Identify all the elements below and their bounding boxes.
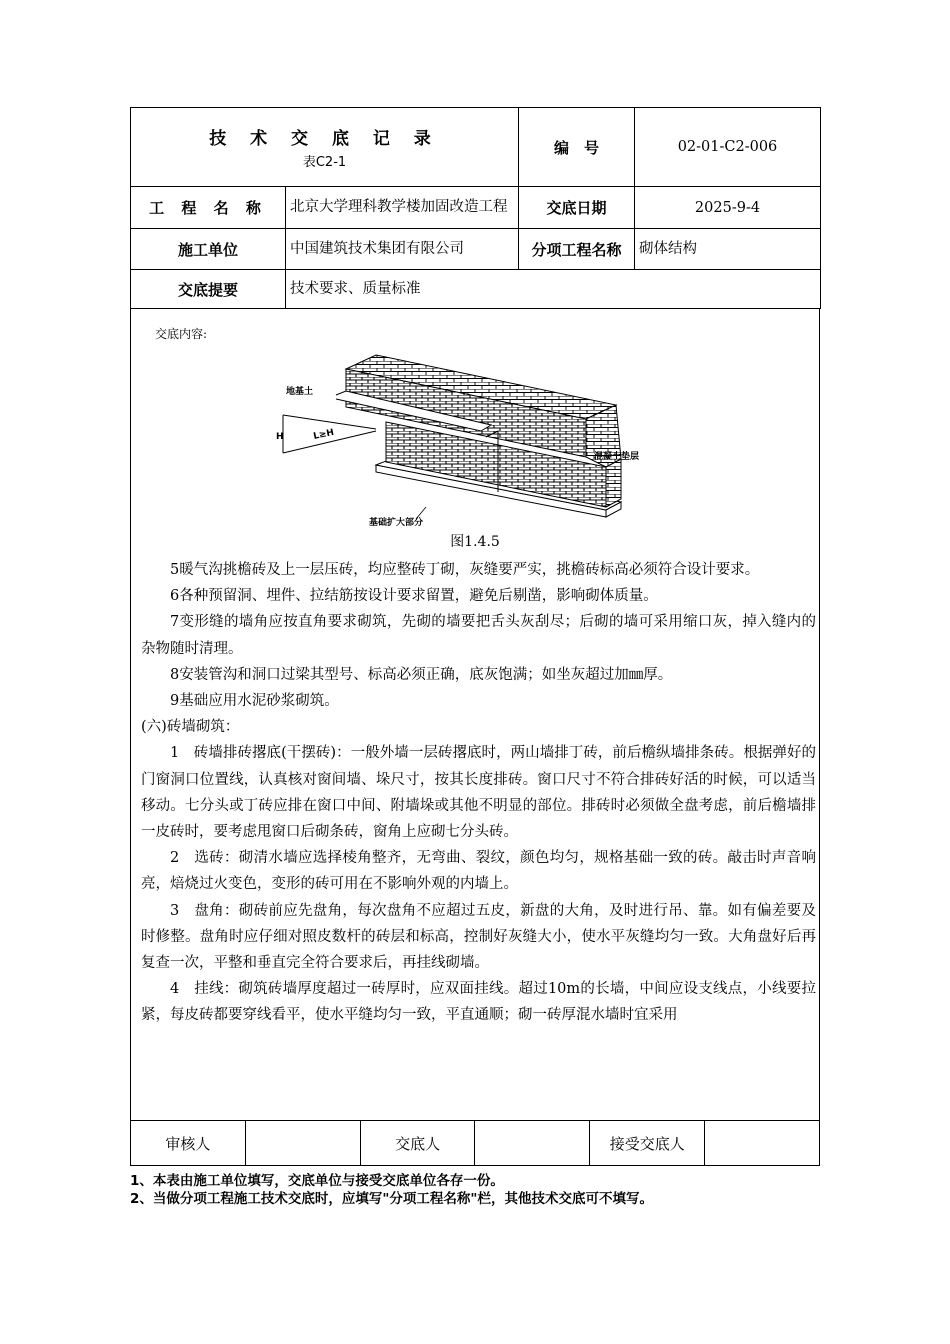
disclosure-content xyxy=(130,309,820,1120)
paragraph: 3 盘角：砌砖前应先盘角，每次盘角不应超过五皮，新盘的大角，及时进行吊、靠。如有偏差要及时修整。盘角时应仔细对照皮数杆的砖层和标高，控制好灰缝大小，使水平灰缝均匀一致。大角盘好后再复查一次，平整和垂直完全符合要求后，再挂线砌墙。 xyxy=(141,902,816,972)
paragraph: 6各种预留洞、埋件、拉结筋按设计要求留置，避免后剔凿，影响砌体质量。 xyxy=(170,588,658,605)
note-2: 2、当做分项工程施工技术交底时，应填写"分项工程名称"栏，其他技术交底可不填写。 xyxy=(130,1191,653,1207)
paragraph: 9基础应用水泥砂浆砌筑。 xyxy=(170,693,339,710)
technical-disclosure-form xyxy=(130,107,820,1166)
paragraph: 5暖气沟挑檐砖及上一层压砖，均应整砖丁砌，灰缝要严实，挑檐砖标高必须符合设计要求。 xyxy=(170,562,760,578)
label-concrete: 混凝土垫层 xyxy=(594,452,640,462)
form-notes xyxy=(130,1172,653,1208)
number-label: 编 号 xyxy=(519,108,635,187)
disclosure-text xyxy=(141,557,816,1029)
contractor-value: 中国建筑技术集团有限公司 xyxy=(286,229,519,270)
form-title: 技 术 交 底 记 录 xyxy=(209,129,440,149)
summary-label: 交底提要 xyxy=(131,270,286,309)
paragraph: 4 挂线：砌筑砖墙厚度超过一砖厚时，应双面挂线。超过10m的长墙，中间应设支线点，小线要拉紧，每皮砖都要穿线看平，使水平缝均匀一致，平直通顺；砌一砖厚混水墙时宜采用 xyxy=(141,981,816,1024)
paragraph: 1 砖墙排砖撂底(干摆砖)：一般外墙一层砖撂底时，两山墙排丁砖，前后檐纵墙排条砖。根据弹好的门窗洞口位置线，认真核对窗间墙、垛尺寸，按其长度排砖。窗口尺寸不符合排砖好活的时候，可以适当移动。七分头或丁砖应排在窗口中间、附墙垛或其他不明显的部位。排砖时必须做全盘考虑，前后檐墙排一皮砖时，要考虑甩窗口后砌条砖，窗角上应砌七分头砖。 xyxy=(141,745,816,841)
project-value: 北京大学理科教学楼加固改造工程 xyxy=(286,187,519,229)
receiver-label: 接受交底人 xyxy=(590,1121,705,1166)
form-subtitle: 表C2-1 xyxy=(302,155,347,170)
note-1: 1、本表由施工单位填写，交底单位与接受交底单位各存一份。 xyxy=(130,1173,504,1189)
presenter-signature[interactable] xyxy=(475,1121,590,1166)
paragraph: 8安装管沟和洞口过梁其型号、标高必须正确，底灰饱满；如坐灰超过加㎜厚。 xyxy=(170,666,673,683)
brick-foundation-figure xyxy=(276,347,676,527)
date-label: 交底日期 xyxy=(519,187,635,229)
subproject-label: 分项工程名称 xyxy=(519,229,635,270)
number-value: 02-01-C2-006 xyxy=(635,108,821,187)
reviewer-label: 审核人 xyxy=(131,1121,246,1166)
content-label: 交底内容: xyxy=(155,327,208,341)
project-label: 工 程 名 称 xyxy=(131,187,286,229)
label-foundation-soil: 地基土 xyxy=(286,387,314,397)
header-table xyxy=(130,107,821,309)
presenter-label: 交底人 xyxy=(360,1121,475,1166)
label-h: H xyxy=(276,432,284,442)
summary-value: 技术要求、质量标准 xyxy=(286,270,821,309)
figure-caption: 图1.4.5 xyxy=(450,534,500,550)
label-l: L≥H xyxy=(312,427,335,442)
reviewer-signature[interactable] xyxy=(245,1121,360,1166)
paragraph: 7变形缝的墙角应按直角要求砌筑，先砌的墙要把舌头灰刮尽；后砌的墙可采用缩口灰，掉入缝内的杂物随时清理。 xyxy=(141,614,816,657)
section-heading: (六)砖墙砌筑： xyxy=(141,719,240,736)
contractor-label: 施工单位 xyxy=(131,229,286,270)
label-expansion: 基础扩大部分 xyxy=(369,518,424,527)
form-title-cell xyxy=(131,108,519,187)
receiver-signature[interactable] xyxy=(705,1121,820,1166)
subproject-value: 砌体结构 xyxy=(635,229,821,270)
paragraph: 2 选砖：砌清水墙应选择棱角整齐，无弯曲、裂纹，颜色均匀，规格基础一致的砖。敲击时声音响亮，焙烧过火变色，变形的砖可用在不影响外观的内墙上。 xyxy=(141,850,816,893)
signature-table xyxy=(130,1120,820,1166)
date-value: 2025-9-4 xyxy=(635,187,821,229)
